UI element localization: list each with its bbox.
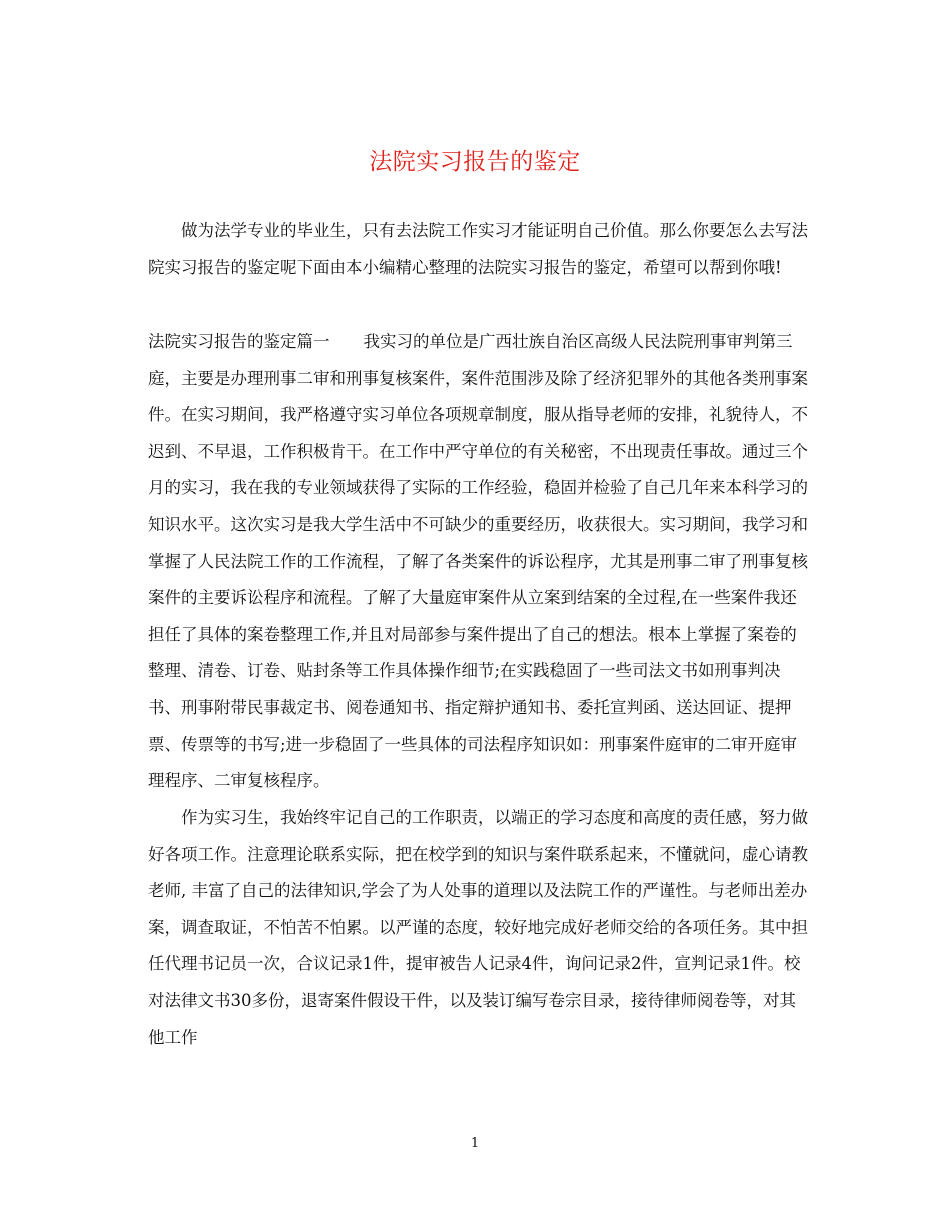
page-number: 1 [470,1136,480,1151]
section-heading: 法院实习报告的鉴定篇一 [148,332,330,351]
document-title: 法院实习报告的鉴定 [369,149,581,175]
intro-paragraph: 做为法学专业的毕业生，只有去法院工作实习才能证明自己价值。那么你要怎么去写法院实习报告的鉴定呢下面由本小编精心整理的法院实习报告的鉴定，希望可以帮到你哦! [148,221,808,277]
section-body: 我实习的单位是广西壮族自治区高级人民法院刑事审判第三庭，主要是办理刑事二审和刑事复核案件，案件范围涉及除了经济犯罪外的其他各类刑事案件。在实习期间，我严格遵守实习单位各项规章制度，服从指导老师的安排，礼貌待人，不迟到、不早退，工作积极肯干。在工作中严守单位的有关秘密，不出现责任事故。通过三个月的实习，我在我的专业领域获得了实际的工作经验，稳固并检验了自己几年来本科学习的知识水平。这次实习是我大学生活中不可缺少的重要经历，收获很大。实习期间，我学习和掌握了人民法院工作的工作流程，了解了各类案件的诉讼程序，尤其是刑事二审了刑事复核案件的主要诉讼程序和流程。了解了大量庭审案件从立案到结案的全过程,在一些案件我还担任了具体的案卷整理工作,并且对局部参与案件提出了自己的想法。根本上掌握了案卷的整理、清卷、订卷、贴封条等工作具体操作细节;在实践稳固了一些司法文书如刑事判决书、刑事附带民事裁定书、阅卷通知书、指定辩护通知书、委托宣判函、送达回证、提押票、传票等的书写;进一步稳固了一些具体的司法程序知识如：刑事案件庭审的二审开庭审理程序、二审复核程序。 [148,332,808,791]
section-one-paragraph [148,324,808,800]
internship-duties-paragraph: 作为实习生，我始终牢记自己的工作职责，以端正的学习态度和高度的责任感，努力做好各项工作。注意理论联系实际，把在校学到的知识与案件联系起来，不懂就问，虚心请教老师, 丰富了自己的法律知识,学会了为人处事的道理以及法院工作的严谨性。与老师出差办案，调查取证，不怕苦不怕累。以严谨的态度，较好地完成好老师交给的各项任务。其中担任代理书记员一次，合议记录1件，提审被告人记录4件，询问记录2件，宣判记录1件。校对法律文书30多份，退寄案件假设干件，以及装订编写卷宗目录，接待律师阅卷等，对其他工作 [148,808,808,1047]
